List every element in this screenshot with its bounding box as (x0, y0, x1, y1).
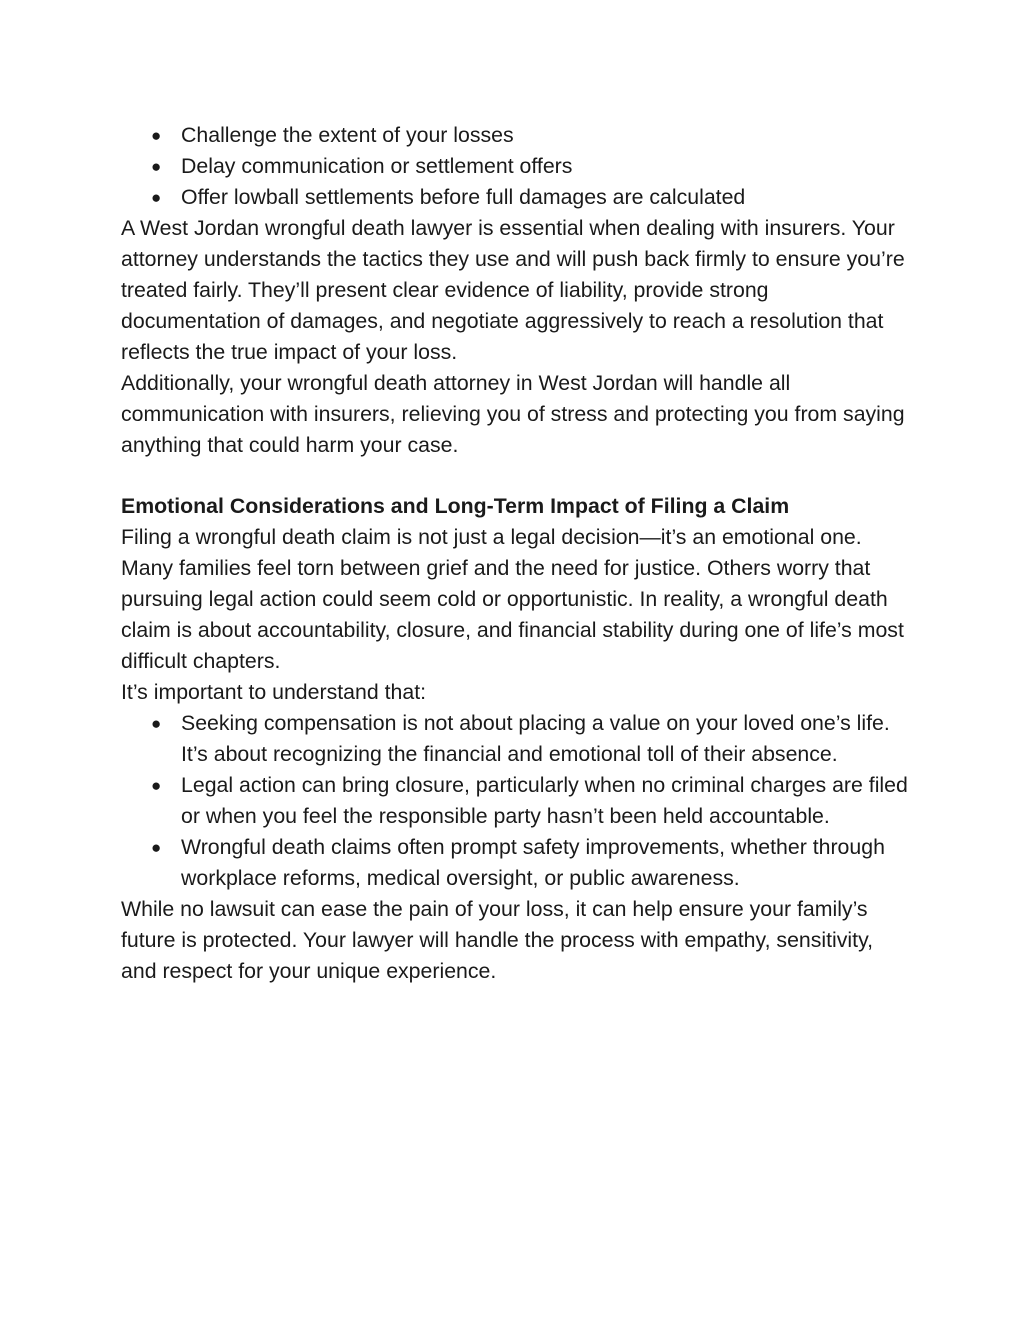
bullet-icon: ● (151, 188, 162, 207)
list-item (121, 770, 911, 832)
paragraph-closing: While no lawsuit can ease the pain of your loss, it can help ensure your family’s future is protected. Your lawyer will handle the process with empathy, sensitivity, and respect for your unique experience. (121, 897, 874, 983)
paragraph-lawyer-essential: A West Jordan wrongful death lawyer is essential when dealing with insurers. Your attorney understands the tactics they use and will push back firmly to ensure you’re treated fairly. They’ll present clear evidence of liability, provide strong documentation of damages, and negotiate aggressively to reach a resolution that reflects the true impact of your loss. (121, 216, 905, 364)
list-item-text: Offer lowball settlements before full damages are calculated (181, 185, 746, 209)
bullet-icon: ● (151, 714, 162, 733)
bullet-icon: ● (151, 838, 162, 857)
list-item-text: Legal action can bring closure, particularly when no criminal charges are filed or when you feel the responsible party hasn’t been held accountable. (181, 773, 908, 828)
section-heading: Emotional Considerations and Long-Term Impact of Filing a Claim (121, 494, 790, 518)
list-item (121, 708, 911, 770)
list-item (121, 120, 911, 151)
list-item (121, 832, 911, 894)
paragraph-attorney-communication: Additionally, your wrongful death attorney in West Jordan will handle all communication with insurers, relieving you of stress and protecting you from saying anything that could harm your case. (121, 371, 905, 457)
list-item-text: Challenge the extent of your losses (181, 123, 514, 147)
list-item (121, 151, 911, 182)
bullet-icon: ● (151, 157, 162, 176)
bullet-icon: ● (151, 126, 162, 145)
list-item-text: Seeking compensation is not about placing a value on your loved one’s life. It’s about recognizing the financial and emotional toll of their absence. (181, 711, 890, 766)
paragraph-important-intro: It’s important to understand that: (121, 680, 427, 704)
list-item-text: Delay communication or settlement offers (181, 154, 573, 178)
bullet-list-insurer-tactics (121, 120, 911, 213)
document-page (121, 120, 911, 987)
bullet-list-considerations (121, 708, 911, 894)
list-item (121, 182, 911, 213)
bullet-icon: ● (151, 776, 162, 795)
paragraph-emotional-decision: Filing a wrongful death claim is not just a legal decision—it’s an emotional one. Many families feel torn between grief and the need for justice. Others worry that pursuing legal action could seem cold or opportunistic. In reality, a wrongful death claim is about accountability, closure, and financial stability during one of life’s most difficult chapters. (121, 525, 904, 673)
list-item-text: Wrongful death claims often prompt safety improvements, whether through workplace reforms, medical oversight, or public awareness. (181, 835, 885, 890)
